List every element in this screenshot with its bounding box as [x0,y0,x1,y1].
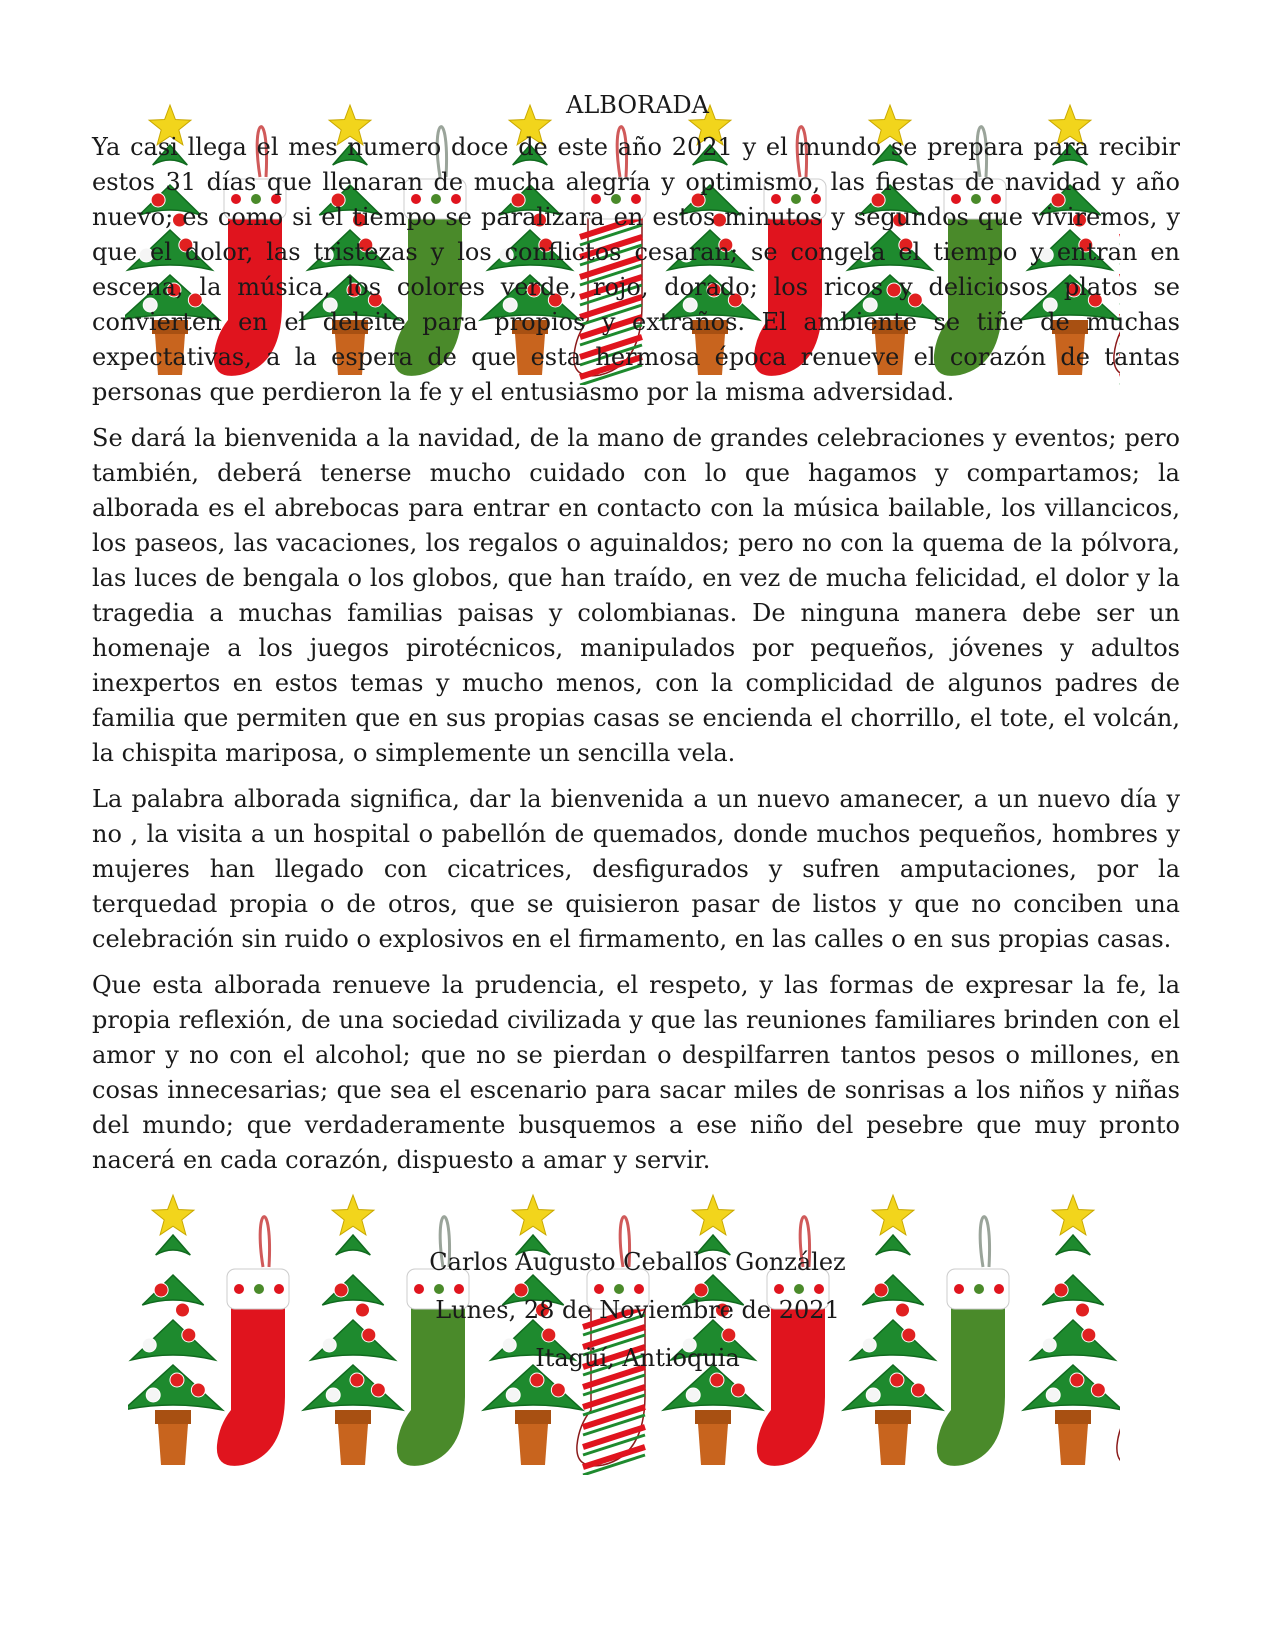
paragraph-1: Ya casi llega el mes numero doce de este año 2021 y el mundo se prepara para recibir estos 31 días que llenaran de mucha alegría y optimismo, las fiestas de navidad y año nuevo; es como si el tiempo se paralizara en estos minutos y segundos que viviremos, y que el dolor, las tristezas y los conflictos cesaran; se congela el tiempo y entran en escena, la música, los colores verde, rojo, dorado; los ricos y deliciosos platos se convierten en el deleite para propios y extraños. El ambiente se tiñe de muchas expectativas, a la espera de que esta hermosa época renueve el corazón de tantas personas que perdieron la fe y el entusiasmo por la misma adversidad. [92,133,1180,406]
author-name: Carlos Augusto Ceballos González [429,1248,846,1276]
paragraph-2: Se dará la bienvenida a la navidad, de la mano de grandes celebraciones y eventos; pero también, deberá tenerse mucho cuidado con lo que hagamos y compartamos; la alborada es el abrebocas para entrar en contacto con la música bailable, los villancicos, los paseos, las vacaciones, los regalos o aguinaldos; pero no con la quema de la pólvora, las luces de bengala o los globos, que han traído, en vez de mucha felicidad, el dolor y la tragedia a muchas familias paisas y colombianas. De ninguna manera debe ser un homenaje a los juegos pirotécnicos, manipulados por pequeños, jóvenes y adultos inexpertos en estos temas y mucho menos, con la complicidad de algunos padres de familia que permiten que en sus propias casas se encienda el chorrillo, el tote, el volcán, la chispita mariposa, o simplemente un sencilla vela. [92,424,1180,767]
paragraph-3: La palabra alborada significa, dar la bienvenida a un nuevo amanecer, a un nuevo día y no , la visita a un hospital o pabellón de quemados, donde muchos pequeños, hombres y mujeres han llegado con cicatrices, desfigurados y sufren amputaciones, por la terquedad propia o de otros, que se quisieron pasar de listos y que no conciben una celebración sin ruido o explosivos en el firmamento, en las calles o en sus propias casas. [92,785,1180,953]
signature-date: Lunes, 28 de Noviembre de 2021 [435,1296,840,1324]
signature-block [0,1238,1275,1382]
page-title: ALBORADA [565,91,709,119]
paragraph-4: Que esta alborada renueve la prudencia, el respeto, y las formas de expresar la fe, la propia reflexión, de una sociedad civilizada y que las reuniones familiares brinden con el amor y no con el alcohol; que no se pierdan o despilfarren tantos pesos o millones, en cosas innecesarias; que sea el escenario para sacar miles de sonrisas a los niños y niñas del mundo; que verdaderamente busquemos a ese niño del pesebre que muy pronto nacerá en cada corazón, dispuesto a amar y servir. [92,971,1180,1174]
signature-place: Itagüí, Antioquia [535,1344,740,1372]
document-body [92,130,1180,1189]
